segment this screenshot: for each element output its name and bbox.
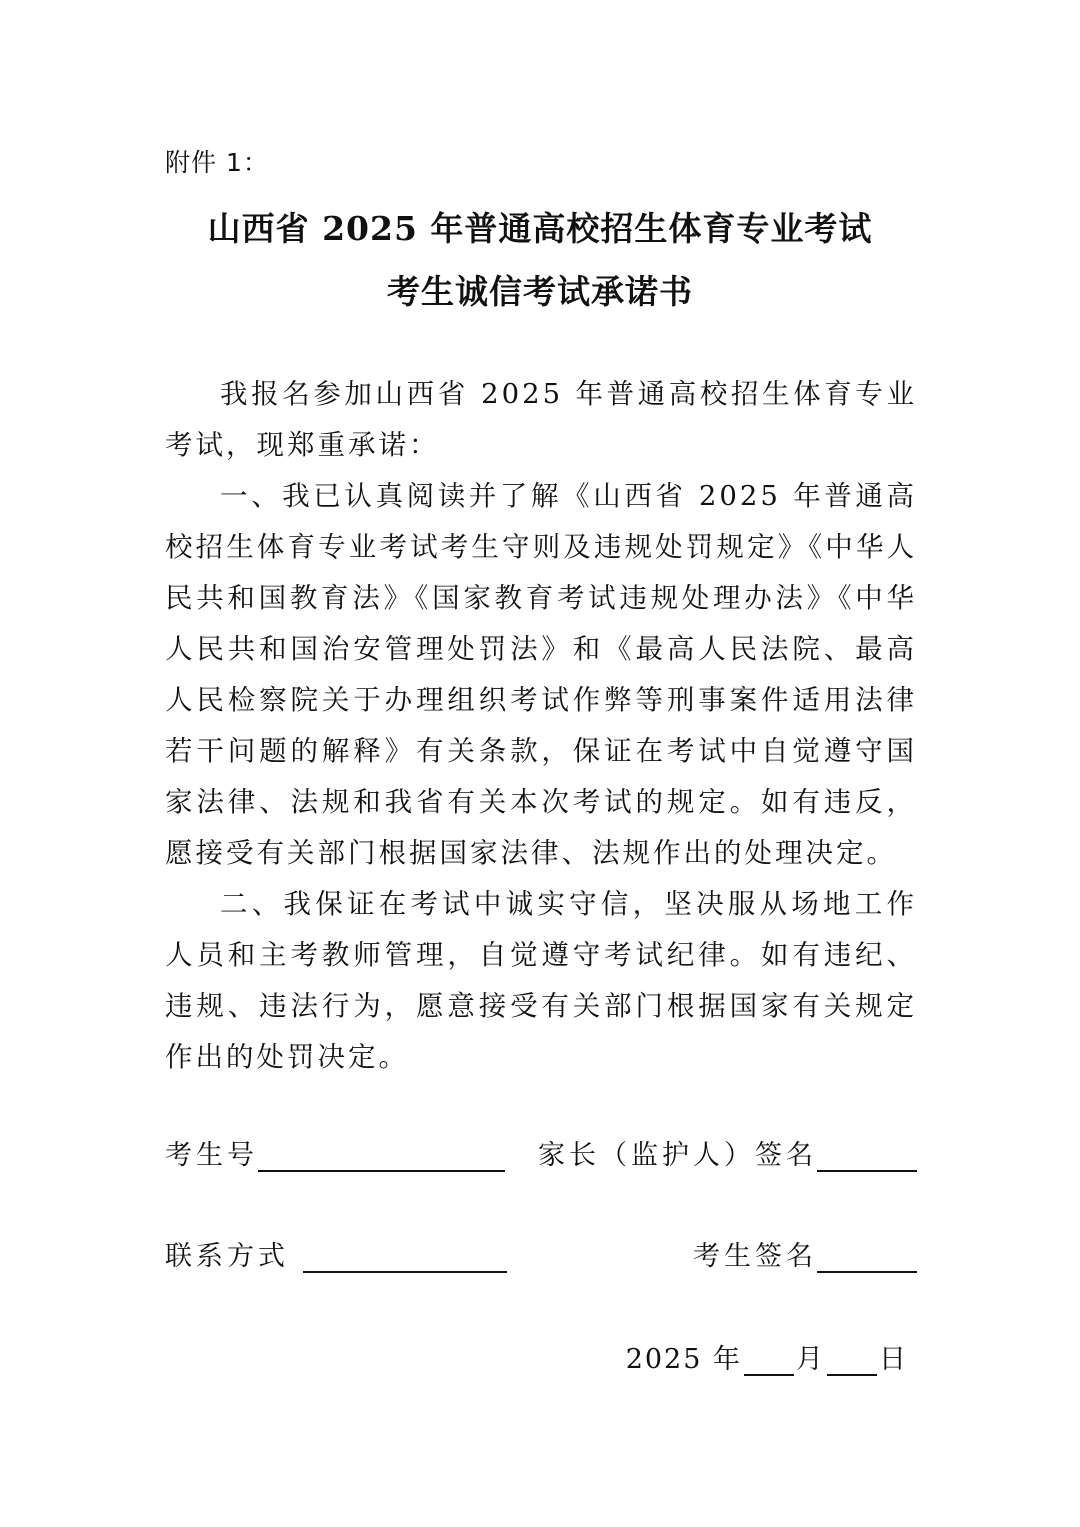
signature-row-1 (165, 1133, 917, 1173)
guardian-signature-blank[interactable] (817, 1140, 917, 1172)
date-day-label: 日 (879, 1344, 908, 1375)
contact-label: 联系方式 (165, 1241, 289, 1272)
date-year-label: 2025 年 (625, 1344, 742, 1375)
contact-field (165, 1234, 507, 1273)
date-month-label: 月 (796, 1344, 825, 1375)
exam-number-blank[interactable] (258, 1140, 505, 1172)
student-signature-field (693, 1234, 917, 1273)
student-signature-blank[interactable] (817, 1241, 917, 1273)
date-month-blank[interactable] (744, 1344, 794, 1376)
contact-blank[interactable] (303, 1241, 507, 1273)
document-title-line1: 山西省 2025 年普通高校招生体育专业考试 (207, 209, 873, 248)
clause-one-paragraph: 一、我已认真阅读并了解《山西省 2025 年普通高校招生体育专业考试考生守则及违规处罚规定》《中华人民共和国教育法》《国家教育考试违规处理办法》《中华人民共和国治安管理处罚法》和《最高人民法院、最高人民检察院关于办理组织考试作弊等刑事案件适用法律若干问题的解释》有关条款，保证在考试中自觉遵守国家法律、法规和我省有关本次考试的规定。如有违反，愿接受有关部门根据国家法律、法规作出的处理决定。 (165, 480, 917, 869)
student-signature-label: 考生签名 (693, 1241, 817, 1272)
exam-number-field (165, 1133, 505, 1172)
commitment-body (165, 369, 917, 1083)
date-row (626, 1337, 908, 1376)
clause-two-paragraph: 二、我保证在考试中诚实守信，坚决服从场地工作人员和主考教师管理，自觉遵守考试纪律。如有违纪、违规、违法行为，愿意接受有关部门根据国家有关规定作出的处罚决定。 (165, 888, 917, 1073)
exam-number-label: 考生号 (165, 1140, 258, 1171)
intro-paragraph: 我报名参加山西省 2025 年普通高校招生体育专业考试，现郑重承诺： (165, 378, 917, 461)
date-day-blank[interactable] (827, 1344, 877, 1376)
signature-row-2 (165, 1234, 917, 1274)
document-title-line2: 考生诚信考试承诺书 (387, 272, 693, 311)
attachment-label: 附件 1： (165, 148, 269, 177)
guardian-signature-label: 家长（监护人）签名 (538, 1140, 817, 1171)
guardian-signature-field (538, 1133, 917, 1172)
